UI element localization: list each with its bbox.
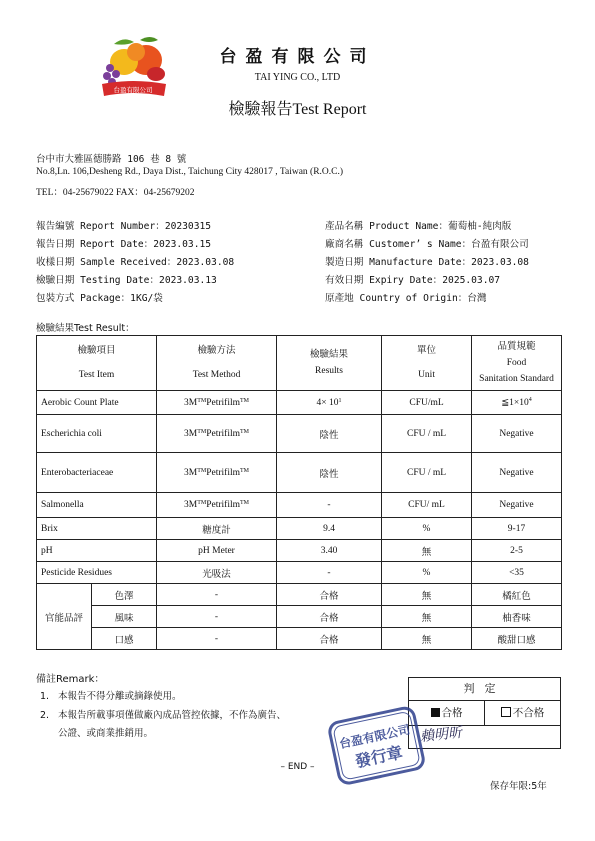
remark-note-1: 1. 本報告不得分離或摘錄使用。 xyxy=(40,691,182,702)
manufacture-date: 製造日期 Manufacture Date：2023.03.08 xyxy=(325,257,529,268)
test-method-cell: - xyxy=(157,584,277,606)
result-cell: 9.4 xyxy=(277,518,382,540)
test-item-cell: pH xyxy=(37,540,157,562)
table-header-row xyxy=(37,336,562,391)
test-item-cell: Escherichia coli xyxy=(37,415,157,453)
test-method-cell: 糖度計 xyxy=(157,518,277,540)
header-results: 檢驗結果 Results xyxy=(277,336,382,391)
test-method-cell: 3M™Petrifilm™ xyxy=(157,391,277,415)
table-row xyxy=(37,415,562,453)
signature: 賴明昕 xyxy=(419,724,463,746)
unit-cell: 無 xyxy=(382,540,472,562)
retention-period: 保存年限:5年 xyxy=(490,781,547,792)
standard-cell: 柚香味 xyxy=(472,606,562,628)
standard-cell: <35 xyxy=(472,562,562,584)
sensory-evaluation-label: 官能品評 xyxy=(37,584,92,650)
result-cell: - xyxy=(277,493,382,518)
result-cell: - xyxy=(277,562,382,584)
table-row xyxy=(37,584,562,606)
test-method-cell: 3M™Petrifilm™ xyxy=(157,493,277,518)
test-item-cell: Aerobic Count Plate xyxy=(37,391,157,415)
result-cell: 合格 xyxy=(277,606,382,628)
report-date: 報告日期 Report Date：2023.03.15 xyxy=(36,239,212,250)
company-name-en: TAI YING CO., LTD xyxy=(254,72,341,83)
result-cell: 陰性 xyxy=(277,415,382,453)
remark-label: 備註Remark： xyxy=(36,674,105,685)
phone-number: TEL：04-25679022 xyxy=(36,188,114,198)
test-item-cell: Pesticide Residues xyxy=(37,562,157,584)
customer-name: 廠商名稱 Customer’ s Name：台盈有限公司 xyxy=(325,239,529,250)
result-cell: 3.40 xyxy=(277,540,382,562)
table-row xyxy=(37,493,562,518)
end-marker: – END – xyxy=(280,762,315,772)
test-item-cell: Salmonella xyxy=(37,493,157,518)
test-method-cell: 3M™Petrifilm™ xyxy=(157,453,277,493)
judgement-pass: 合格 xyxy=(409,701,485,726)
standard-cell: 9-17 xyxy=(472,518,562,540)
test-method-cell: - xyxy=(157,628,277,650)
table-row xyxy=(37,391,562,415)
standard-cell: 橘紅色 xyxy=(472,584,562,606)
test-item-cell: Brix xyxy=(37,518,157,540)
report-number: 報告編號 Report Number：20230315 xyxy=(36,221,212,232)
country-of-origin: 原產地 Country of Origin：台灣 xyxy=(325,293,487,304)
sensory-sub-item: 色澤 xyxy=(92,584,157,606)
result-cell: 陰性 xyxy=(277,453,382,493)
table-row xyxy=(37,628,562,650)
result-cell: 合格 xyxy=(277,584,382,606)
fax-number: FAX：04-25679202 xyxy=(116,188,195,198)
unit-cell: CFU / mL xyxy=(382,415,472,453)
product-name: 產品名稱 Product Name：葡萄柚-純肉版 xyxy=(325,221,512,232)
test-method-cell: 3M™Petrifilm™ xyxy=(157,415,277,453)
unchecked-box-icon xyxy=(501,707,511,717)
address-en: No.8,Ln. 106,Desheng Rd., Daya Dist., Taichung City 428017 , Taiwan (R.O.C.) xyxy=(36,167,344,177)
testing-date: 檢驗日期 Testing Date：2023.03.13 xyxy=(36,275,217,286)
remark-note-2-continued: 公證、或商業推銷用。 xyxy=(58,728,154,739)
test-item-cell: Enterobacteriaceae xyxy=(37,453,157,493)
stamp-line-1: 台盈有限公司 xyxy=(337,722,412,752)
sensory-sub-item: 風味 xyxy=(92,606,157,628)
standard-cell: Negative xyxy=(472,493,562,518)
test-result-table xyxy=(36,335,562,650)
header-test-method: 檢驗方法 Test Method xyxy=(157,336,277,391)
sensory-sub-item: 口感 xyxy=(92,628,157,650)
test-method-cell: - xyxy=(157,606,277,628)
unit-cell: CFU/mL xyxy=(382,391,472,415)
expiry-date: 有效日期 Expiry Date：2025.03.07 xyxy=(325,275,501,286)
checked-box-icon xyxy=(431,708,440,717)
address-zh: 台中市大雅區德勝路 106 巷 8 號 xyxy=(36,154,187,165)
table-row xyxy=(37,453,562,493)
unit-cell: CFU / mL xyxy=(382,453,472,493)
header-standard: 品質規範 Food Sanitation Standard xyxy=(472,336,562,391)
unit-cell: % xyxy=(382,518,472,540)
stamp-line-2: 發行章 xyxy=(353,742,405,772)
header-unit: 單位 Unit xyxy=(382,336,472,391)
report-title: 檢驗報告Test Report xyxy=(228,101,367,118)
standard-cell: Negative xyxy=(472,453,562,493)
test-result-label: 檢驗結果Test Result： xyxy=(36,323,135,334)
standard-cell: 酸甜口感 xyxy=(472,628,562,650)
remark-note-2: 2. 本報告所載事項僅做廠內成品管控依據，不作為廣告、 xyxy=(40,710,287,721)
company-name-zh: 台盈有限公司 xyxy=(219,47,376,66)
table-row xyxy=(37,518,562,540)
result-cell: $4\times 10^1$ xyxy=(277,391,382,415)
standard-cell: $≦1\times 10^4$ xyxy=(472,391,562,415)
unit-cell: CFU/ mL xyxy=(382,493,472,518)
test-method-cell: pH Meter xyxy=(157,540,277,562)
result-cell: 合格 xyxy=(277,628,382,650)
unit-cell: 無 xyxy=(382,628,472,650)
test-method-cell: 光吸法 xyxy=(157,562,277,584)
table-row xyxy=(37,562,562,584)
standard-cell: Negative xyxy=(472,415,562,453)
sample-received: 收樣日期 Sample Received：2023.03.08 xyxy=(36,257,235,268)
judgement-title: 判定 xyxy=(409,678,560,701)
unit-cell: 無 xyxy=(382,606,472,628)
table-row xyxy=(37,540,562,562)
logo-text: 台盈有限公司 xyxy=(113,86,153,94)
standard-cell: 2-5 xyxy=(472,540,562,562)
judgement-fail: 不合格 xyxy=(485,701,560,726)
table-row xyxy=(37,606,562,628)
unit-cell: 無 xyxy=(382,584,472,606)
package: 包裝方式 Package：1KG/袋 xyxy=(36,293,163,304)
header-test-item: 檢驗項目 Test Item xyxy=(37,336,157,391)
company-seal-stamp xyxy=(320,693,430,803)
unit-cell: % xyxy=(382,562,472,584)
